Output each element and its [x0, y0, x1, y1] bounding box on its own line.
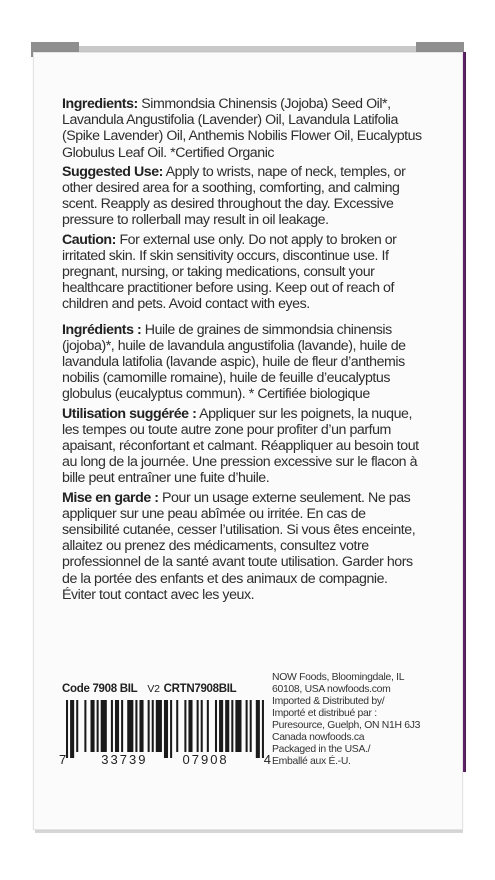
barcode-bar: [164, 700, 168, 758]
barcode-bar: [66, 700, 68, 758]
ingredients-en-text: Simmondsia Chinensis (Jojoba) Seed Oil*, Lavandula Angustifolia (Lavender) Oil, Lavandula Latifolia (Spike Lavender) Oil, Anthemis Nobilis Flower Oil, Eucalyptus Globulus Leaf Oil. *Certified Organic: [62, 96, 422, 161]
label-footer: [59, 670, 442, 780]
barcode-bar: [90, 700, 94, 752]
barcode-bar: [101, 700, 107, 752]
ingredients-en: [62, 96, 424, 161]
address-line: Canada nowfoods.ca: [272, 732, 365, 743]
barcode-bar: [246, 700, 248, 752]
barcode-bar: [219, 700, 223, 752]
suggested-use-en-heading: Suggested Use:: [62, 163, 163, 180]
address-line: Puresource, Guelph, ON N1H 6J3: [272, 720, 421, 731]
address-line: Packaged in the USA./: [272, 744, 371, 755]
suggested-use-fr-text: Appliquer sur les poignets, la nuque, les tempes ou toute autre zone pour profiter d’un parfum apaisant, réconfortant et calmant. Réappliquer au besoin tout au long de la journée. Une pression excessive sur le flacon à bille peut entraîner une fuite d’huile.: [62, 405, 419, 487]
barcode-digits: [59, 752, 271, 767]
ingredients-fr-text: Huile de graines de simmondsia chinensis (jojoba)*, huile de lavandula angustifolia (lavande), huile de lavandula latifolia (lavande aspic), huile de fleur d’anthemis nobilis (camomille romaine), huile de feuille d’eucalyptus globulus (eucalyptus commun). * Certifiée biologique: [62, 321, 406, 403]
caution-en: [62, 232, 424, 313]
barcode-bar: [207, 700, 209, 752]
address-line: NOW Foods, Bloomingdale, IL: [272, 672, 405, 683]
barcode-bar: [184, 700, 186, 752]
barcode-bar: [135, 700, 137, 752]
product-codes: [62, 683, 272, 695]
barcode-bar: [97, 700, 99, 752]
ingredients-fr-heading: Ingrédients :: [62, 321, 142, 338]
distributor-address: [272, 672, 447, 768]
product-code: Code 7908 BIL: [62, 683, 138, 695]
barcode-bar: [170, 700, 172, 758]
caution-en-text: For external use only. Do not apply to broken or irritated skin. If skin sensitivity occurs, discontinue use. If pregnant, nursing, or taking medications, consult your healthcare practitioner before using. Keep out of reach of children and pets. Avoid contact with eyes.: [62, 231, 397, 313]
suggested-use-en-text: Apply to wrists, nape of neck, temples, or other desired area for a soothing, comforting, and calming scent. Reapply as desired throughout the day. Excessive pressure to rollerball may result in oil leakage.: [62, 163, 406, 229]
barcode-bar: [115, 700, 119, 752]
version-code: V2: [147, 683, 160, 695]
address-line: Importé et distribué par :: [272, 708, 377, 719]
barcode-digit-group: 07908: [182, 752, 229, 767]
suggested-use-fr-heading: Utilisation suggérée :: [62, 405, 197, 422]
address-line: Emballé aux É.-U.: [272, 756, 351, 767]
ingredients-fr: [62, 322, 424, 403]
barcode-bar: [197, 700, 199, 752]
barcode-bar: [127, 700, 133, 752]
barcode-bar: [188, 700, 192, 752]
barcode-bar: [201, 700, 203, 752]
caution-fr-text: Pour un usage externe seulement. Ne pas appliquer sur une peau abîmée ou irritée. En cas de sensibilité cutanée, cesser l’utilisation. Si vous êtes enceinte, allaitez ou prenez des médicaments, consultez votre professionnel de la santé avant toute utilisation. Garder hors de la portée des enfants et des animaux de compagnie. Éviter tout contact avec les yeux.: [62, 489, 416, 603]
barcode-bar: [139, 700, 143, 752]
caution-en-heading: Caution:: [62, 231, 116, 248]
barcode-digit-group: 7: [59, 752, 67, 767]
caution-fr: [62, 490, 424, 603]
barcode: [66, 700, 266, 758]
barcode-bar: [250, 700, 252, 752]
barcode-bar: [256, 700, 260, 758]
barcode-bar: [111, 700, 113, 752]
barcode-digit-group: 4: [263, 752, 271, 767]
barcode-bar: [84, 700, 86, 752]
barcode-bar: [76, 700, 78, 752]
caution-fr-heading: Mise en garde :: [62, 489, 159, 506]
barcode-bar: [262, 700, 264, 758]
address-line: 60108, USA nowfoods.com: [272, 684, 391, 695]
barcode-bar: [215, 700, 217, 752]
ingredients-en-heading: Ingredients:: [62, 96, 138, 112]
barcode-bar: [235, 700, 241, 752]
barcode-bar: [152, 700, 154, 752]
barcode-digit-group: 33739: [101, 752, 148, 767]
carton-code: CRTN7908BIL: [163, 683, 237, 695]
suggested-use-en: [62, 164, 424, 229]
address-line: Imported & Distributed by/: [272, 696, 385, 707]
barcode-bar: [70, 700, 74, 758]
barcode-bar: [231, 700, 233, 752]
barcode-bar: [148, 700, 150, 752]
label-text: [62, 96, 424, 606]
barcode-bar: [225, 700, 229, 752]
barcode-bar: [121, 700, 123, 752]
barcode-bar: [176, 700, 178, 752]
barcode-bar: [156, 700, 162, 752]
suggested-use-fr: [62, 406, 424, 487]
